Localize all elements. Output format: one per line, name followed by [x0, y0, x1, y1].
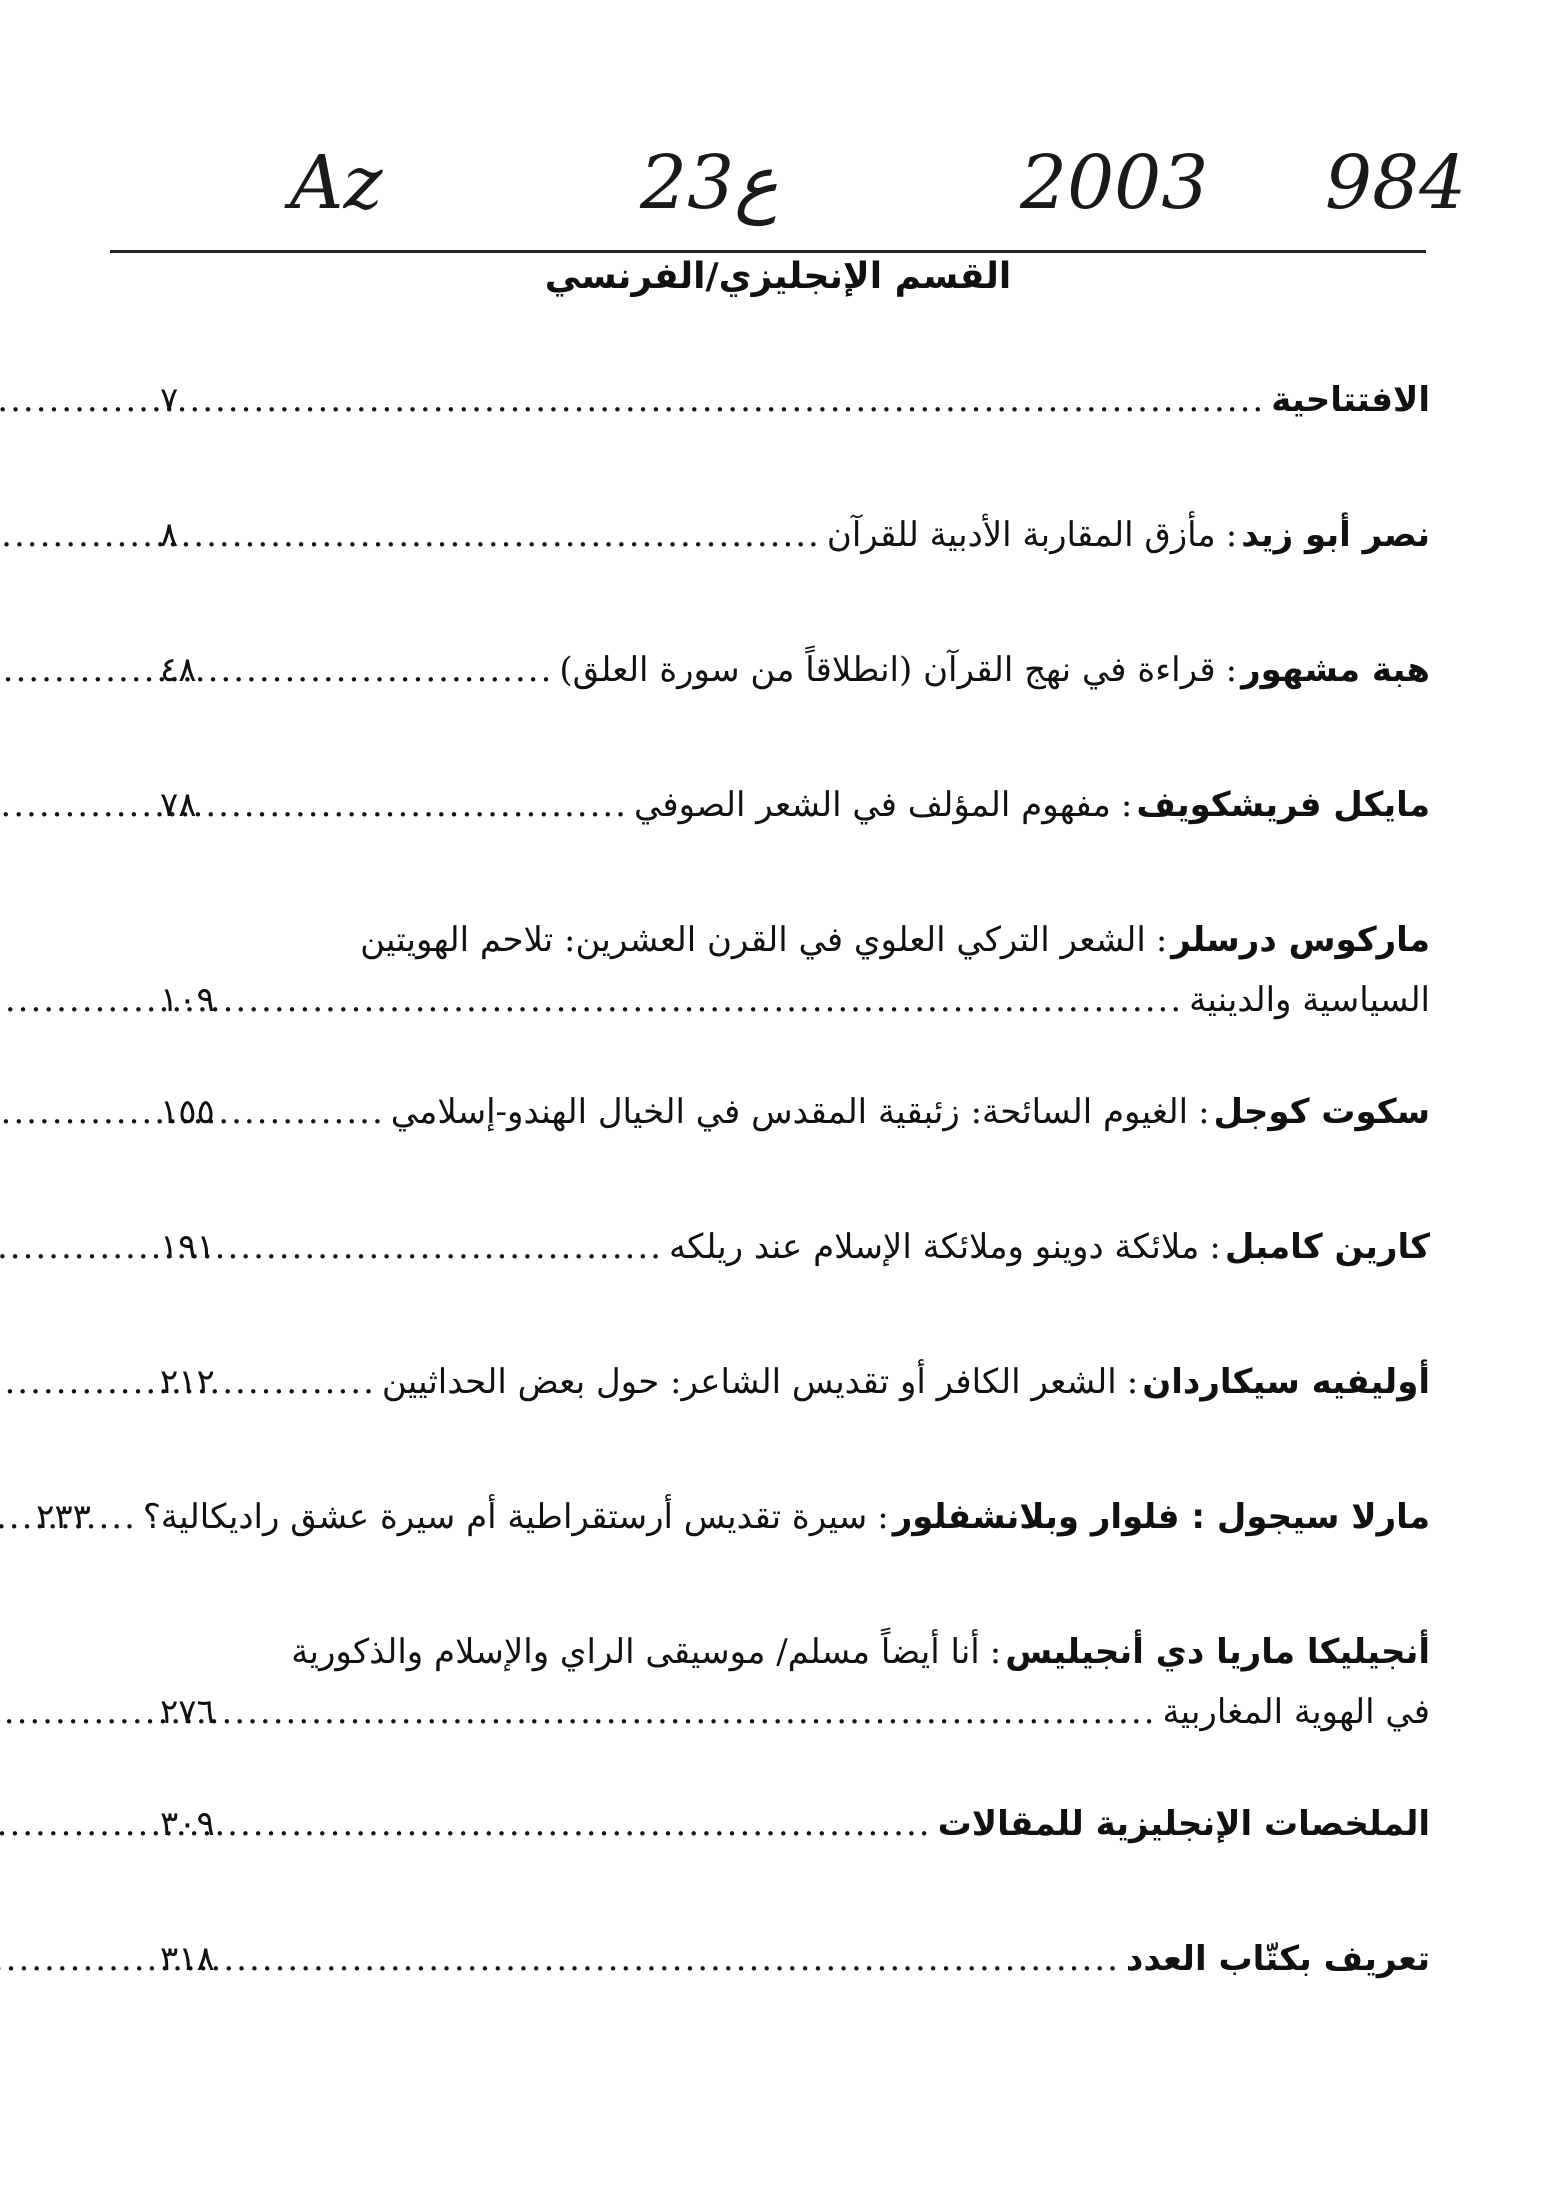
leader-dots: [184, 370, 1265, 430]
toc-entry-title-line1: أنا أيضاً مسلم/ موسيقى الراي والإسلام والذكورية: [291, 1632, 980, 1672]
toc-entry-page: ٣٠٩: [160, 1804, 215, 1844]
handwritten-mark-year: 2003: [1020, 140, 1209, 226]
toc-entry[interactable]: [160, 1082, 1430, 1217]
colon-separator: :: [1155, 920, 1168, 960]
leader-dots: [184, 505, 821, 565]
toc-entry[interactable]: [160, 1622, 1430, 1794]
toc-entry[interactable]: [36, 1487, 1430, 1622]
toc-entry-title: مفهوم المؤلف في الشعر الصوفي: [634, 785, 1111, 825]
leader-dots: [221, 1352, 376, 1412]
header-divider: [110, 250, 1426, 253]
toc-entry-english-abstracts[interactable]: [160, 1794, 1430, 1929]
toc-entry-page: ٢٧٦: [160, 1692, 215, 1732]
toc-entry-author: هبة مشهور: [1241, 650, 1430, 690]
colon-separator: :: [1126, 1362, 1139, 1402]
toc-entry[interactable]: [160, 1352, 1430, 1487]
toc-entry-author: الافتتاحية: [1271, 380, 1430, 420]
toc-entry-editorial[interactable]: [160, 370, 1430, 505]
toc-entry-page: ٣١٨: [160, 1939, 215, 1979]
toc-entry-author: نصر أبو زيد: [1241, 515, 1430, 555]
toc-entry-page: ١٩١: [160, 1227, 215, 1267]
colon-separator: :: [1225, 650, 1238, 690]
toc-entry-title: مأزق المقاربة الأدبية للقرآن: [826, 515, 1216, 555]
toc-entry-page: ٢١٢: [160, 1362, 215, 1402]
leader-dots: [97, 1487, 137, 1547]
toc-entry-author: كارين كامبل: [1224, 1227, 1430, 1267]
colon-separator: :: [1209, 1227, 1221, 1267]
table-of-contents: [36, 370, 1430, 2064]
toc-entry-author: أنجيليكا ماريا دي أنجيليس: [1005, 1632, 1430, 1672]
toc-entry-page: ٢٣٣: [36, 1497, 91, 1537]
toc-entry-title: الغيوم السائحة: زئبقية المقدس في الخيال الهندو-إسلامي: [390, 1092, 1189, 1132]
toc-entry-author: مايكل فريشكويف: [1136, 785, 1430, 825]
leader-dots: [221, 1794, 932, 1854]
toc-entry-author: الملخصات الإنجليزية للمقالات: [937, 1804, 1430, 1844]
toc-entry-author: أوليفيه سيكاردان: [1142, 1362, 1430, 1402]
handwritten-mark-az: Az: [290, 140, 383, 226]
toc-entry[interactable]: [160, 640, 1430, 775]
toc-entry[interactable]: [160, 505, 1430, 640]
handwritten-mark-number: 984: [1325, 140, 1467, 226]
toc-entry-page: ٨: [160, 515, 179, 555]
leader-dots: [203, 775, 628, 835]
toc-entry[interactable]: [160, 775, 1430, 910]
toc-entry-title: قراءة في نهج القرآن (انطلاقاً من سورة العلق): [559, 650, 1216, 690]
toc-entry[interactable]: [160, 1217, 1430, 1352]
leader-dots: [221, 1217, 663, 1277]
toc-entry[interactable]: [160, 910, 1430, 1082]
toc-entry-page: ٤٨: [160, 650, 197, 690]
colon-separator: :: [1225, 515, 1238, 555]
toc-entry-title: الشعر الكافر أو تقديس الشاعر: حول بعض الحداثيين: [381, 1362, 1117, 1402]
colon-separator: :: [1120, 785, 1133, 825]
leader-dots: [203, 640, 554, 700]
colon-separator: :: [1198, 1092, 1210, 1132]
toc-entry-title-line1: الشعر التركي العلوي في القرن العشرين: تلاحم الهويتين: [360, 920, 1146, 960]
colon-separator: :: [989, 1632, 1002, 1672]
leader-dots: [221, 1082, 385, 1142]
toc-entry-page: ٧٨: [160, 785, 197, 825]
colon-separator: :: [877, 1497, 889, 1537]
leader-dots: [221, 970, 1183, 1030]
toc-entry-title-line2: في الهوية المغاربية: [1162, 1692, 1430, 1732]
toc-entry-page: ١٥٥: [160, 1092, 215, 1132]
handwritten-mark-issue: 23ع: [640, 140, 779, 226]
leader-dots: [221, 1682, 1157, 1742]
toc-entry-author: ماركوس درسلر: [1171, 920, 1430, 960]
leader-dots: [221, 1929, 1120, 1989]
section-title: القسم الإنجليزي/الفرنسي: [544, 256, 1012, 297]
handwritten-catalog-marks: [0, 140, 1556, 260]
toc-entry-contributors[interactable]: [160, 1929, 1430, 2064]
toc-entry-title: ملائكة دوينو وملائكة الإسلام عند ريلكه: [668, 1227, 1200, 1267]
toc-entry-page: ٧: [160, 380, 179, 420]
toc-entry-title-line2: السياسية والدينية: [1189, 980, 1430, 1020]
toc-entry-author: سكوت كوجل: [1213, 1092, 1430, 1132]
toc-entry-page: ١٠٩: [160, 980, 215, 1020]
toc-entry-title: سيرة تقديس أرستقراطية أم سيرة عشق راديكالية؟: [142, 1497, 868, 1537]
toc-entry-author: تعريف بكتّاب العدد: [1125, 1939, 1430, 1979]
toc-entry-author: مارلا سيجول : فلوار وبلانشفلور: [892, 1497, 1430, 1537]
